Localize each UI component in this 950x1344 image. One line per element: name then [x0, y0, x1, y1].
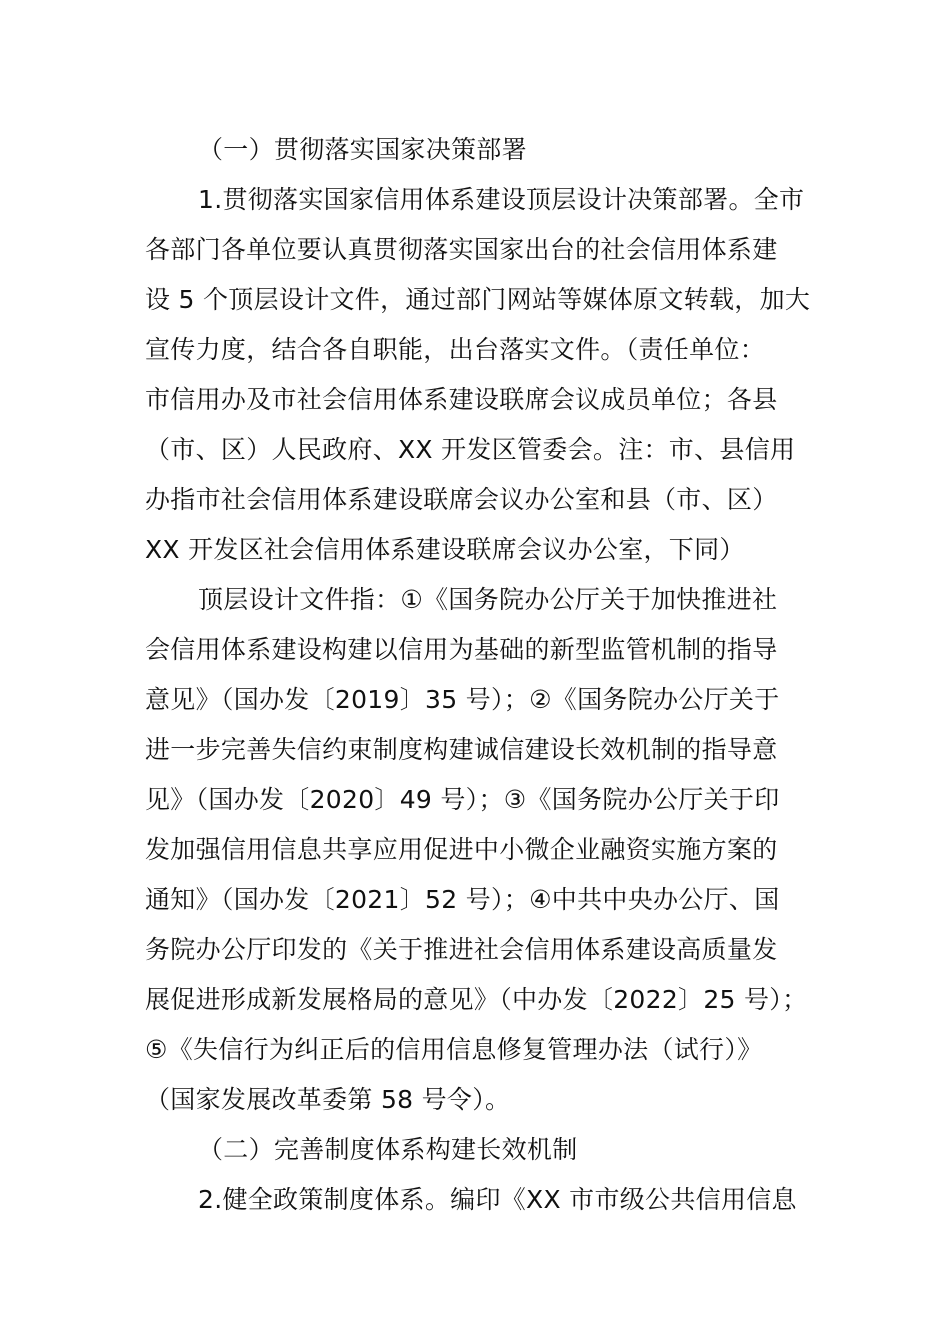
paragraph-1-line-4: 宣传力度，结合各自职能，出台落实文件。（责任单位：: [145, 335, 766, 364]
paragraph-1-line-7: 办指市社会信用体系建设联席会议办公室和县（市、区）: [145, 485, 778, 514]
paragraph-1-line-3: 设 5 个顶层设计文件，通过部门网站等媒体原文转载，加大: [145, 285, 811, 314]
paragraph-2-line-3: 意见》（国办发〔2019〕35 号）；②《国务院办公厅关于: [145, 685, 780, 714]
paragraph-2-line-2: 会信用体系建设构建以信用为基础的新型监管机制的指导: [145, 635, 778, 664]
paragraph-2-line-6: 发加强信用信息共享应用促进中小微企业融资实施方案的: [145, 835, 778, 864]
paragraph-1-line-6: （市、区）人民政府、XX 开发区管委会。注：市、县信用: [145, 435, 796, 464]
paragraph-2-line-11: （国家发展改革委第 58 号令）。: [145, 1085, 511, 1114]
paragraph-3-line-1: 2.健全政策制度体系。编印《XX 市市级公共信用信息: [198, 1185, 797, 1214]
paragraph-2-line-5: 见》（国办发〔2020〕49 号）；③《国务院办公厅关于印: [145, 785, 780, 814]
paragraph-1-line-8: XX 开发区社会信用体系建设联席会议办公室，下同）: [145, 535, 745, 564]
section-heading-1: （一）贯彻落实国家决策部署: [198, 135, 527, 164]
paragraph-2-line-10: ⑤《失信行为纠正后的信用信息修复管理办法（试行）》: [145, 1035, 763, 1064]
paragraph-1-line-2: 各部门各单位要认真贯彻落实国家出台的社会信用体系建: [145, 235, 778, 264]
paragraph-1-line-1: 1.贯彻落实国家信用体系建设顶层设计决策部署。全市: [198, 185, 805, 214]
section-heading-2: （二）完善制度体系构建长效机制: [198, 1135, 578, 1164]
paragraph-2-line-7: 通知》（国办发〔2021〕52 号）；④中共中央办公厅、国: [145, 885, 780, 914]
paragraph-2-line-9: 展促进形成新发展格局的意见》（中办发〔2022〕25 号）；: [145, 985, 808, 1014]
paragraph-2-line-4: 进一步完善失信约束制度构建诚信建设长效机制的指导意: [145, 735, 778, 764]
paragraph-2-line-8: 务院办公厅印发的《关于推进社会信用体系建设高质量发: [145, 935, 778, 964]
paragraph-1-line-5: 市信用办及市社会信用体系建设联席会议成员单位；各县: [145, 385, 778, 414]
paragraph-2-line-1: 顶层设计文件指：①《国务院办公厅关于加快推进社: [198, 585, 778, 614]
